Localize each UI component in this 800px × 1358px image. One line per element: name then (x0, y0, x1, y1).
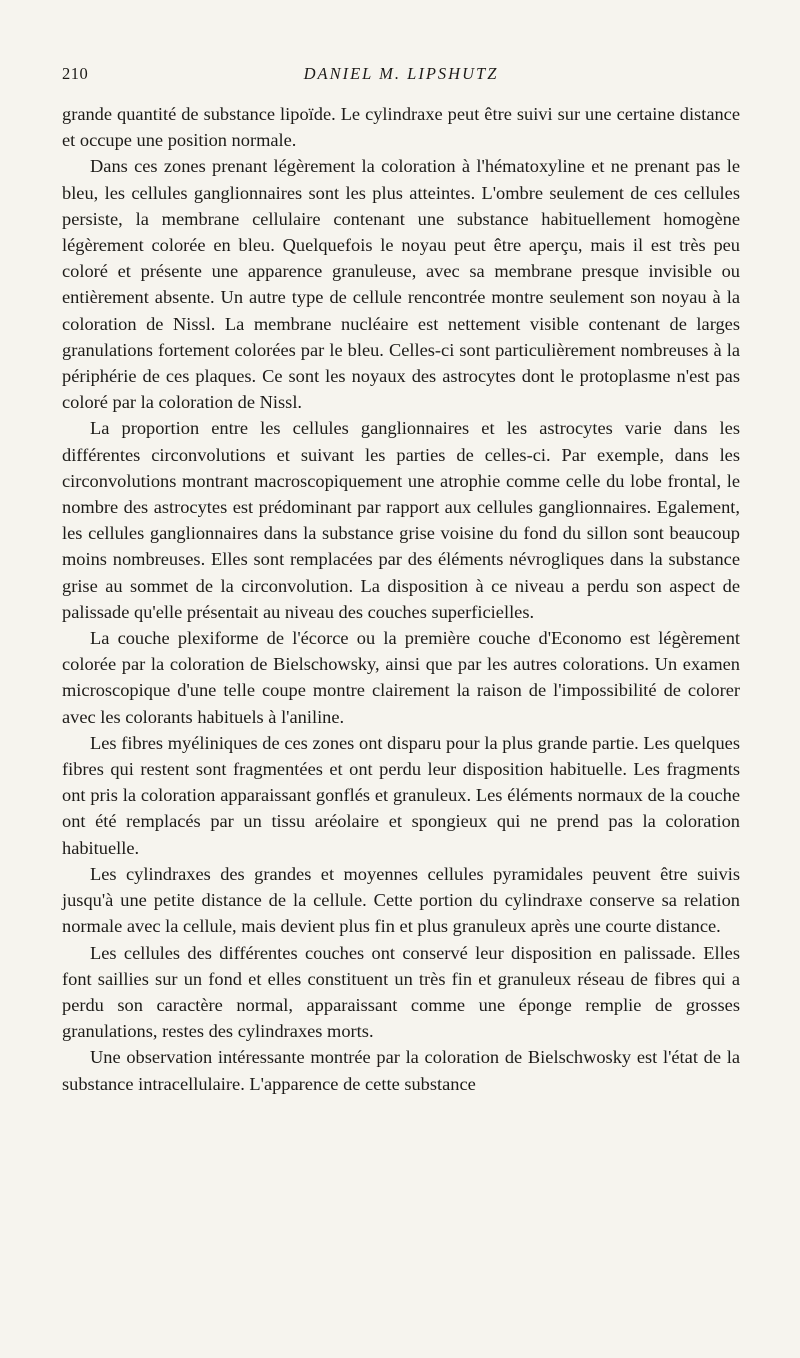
paragraph: Dans ces zones prenant légèrement la coloration à l'hématoxyline et ne prenant pas le bleu, les cellules ganglionnaires sont les plus atteintes. L'ombre seulement de ces cellules persiste, la membrane cellulaire contenant une substance habituellement homogène légèrement colorée en bleu. Quelquefois le noyau peut être aperçu, mais il est très peu coloré et présente une apparence granuleuse, avec sa membrane presque invisible ou entièrement absente. Un autre type de cellule rencontrée montre seulement son noyau à la coloration de Nissl. La membrane nucléaire est nettement visible contenant de larges granulations fortement colorées par le bleu. Celles-ci sont particulièrement nombreuses à la périphérie de ces plaques. Ce sont les noyaux des astrocytes dont le protoplasme n'est pas coloré par la coloration de Nissl. (62, 156, 740, 413)
book-page (62, 58, 740, 1097)
paragraph: La proportion entre les cellules ganglionnaires et les astrocytes varie dans les différentes circonvolutions et suivant les parties de celles-ci. Par exemple, dans les circonvolutions montrant macroscopiquement une atrophie comme celle du lobe frontal, le nombre des astrocytes est prédominant par rapport aux cellules ganglionnaires. Egalement, les cellules ganglionnaires dans la substance grise voisine du fond du sillon sont beaucoup moins nombreuses. Elles sont remplacées par des éléments névrogliques dans la substance grise au sommet de la circonvolution. La disposition à ce niveau a perdu son aspect de palissade qu'elle présentait au niveau des couches superficielles. (62, 418, 740, 622)
paragraph: Les fibres myéliniques de ces zones ont disparu pour la plus grande partie. Les quelques fibres qui restent sont fragmentées et ont perdu leur disposition habituelle. Les fragments ont pris la coloration apparaissant gonflés et granuleux. Les éléments normaux de la couche ont été remplacés par un tissu aréolaire et spongieux qui ne prend pas la coloration habituelle. (62, 732, 740, 858)
paragraph: Une observation intéressante montrée par la coloration de Bielschwosky est l'état de la substance intracellulaire. L'apparence de cette substance (62, 1047, 740, 1094)
running-head (62, 58, 740, 88)
body-text (62, 101, 740, 1097)
paragraph: Les cylindraxes des grandes et moyennes cellules pyramidales peuvent être suivis jusqu'à une petite distance de la cellule. Cette portion du cylindraxe conserve sa relation normale avec la cellule, mais devient plus fin et plus granuleux après une courte distance. (62, 863, 740, 937)
running-title: DANIEL M. LIPSHUTZ (303, 64, 499, 83)
page-number: 210 (62, 64, 89, 83)
paragraph: La couche plexiforme de l'écorce ou la première couche d'Economo est légèrement colorée par la coloration de Bielschowsky, ainsi que par les autres colorations. Un examen microscopique d'une telle coupe montre clairement la raison de l'impossibilité de colorer avec les colorants habituels à l'aniline. (62, 628, 740, 727)
paragraph-continued: grande quantité de substance lipoïde. Le cylindraxe peut être suivi sur une certaine distance et occupe une position normale. (62, 104, 740, 151)
paragraph: Les cellules des différentes couches ont conservé leur disposition en palissade. Elles font saillies sur un fond et elles constituent un très fin et granuleux réseau de fibres qui a perdu son caractère normal, apparaissant comme une éponge remplie de grosses granulations, restes des cylindraxes morts. (62, 942, 740, 1042)
